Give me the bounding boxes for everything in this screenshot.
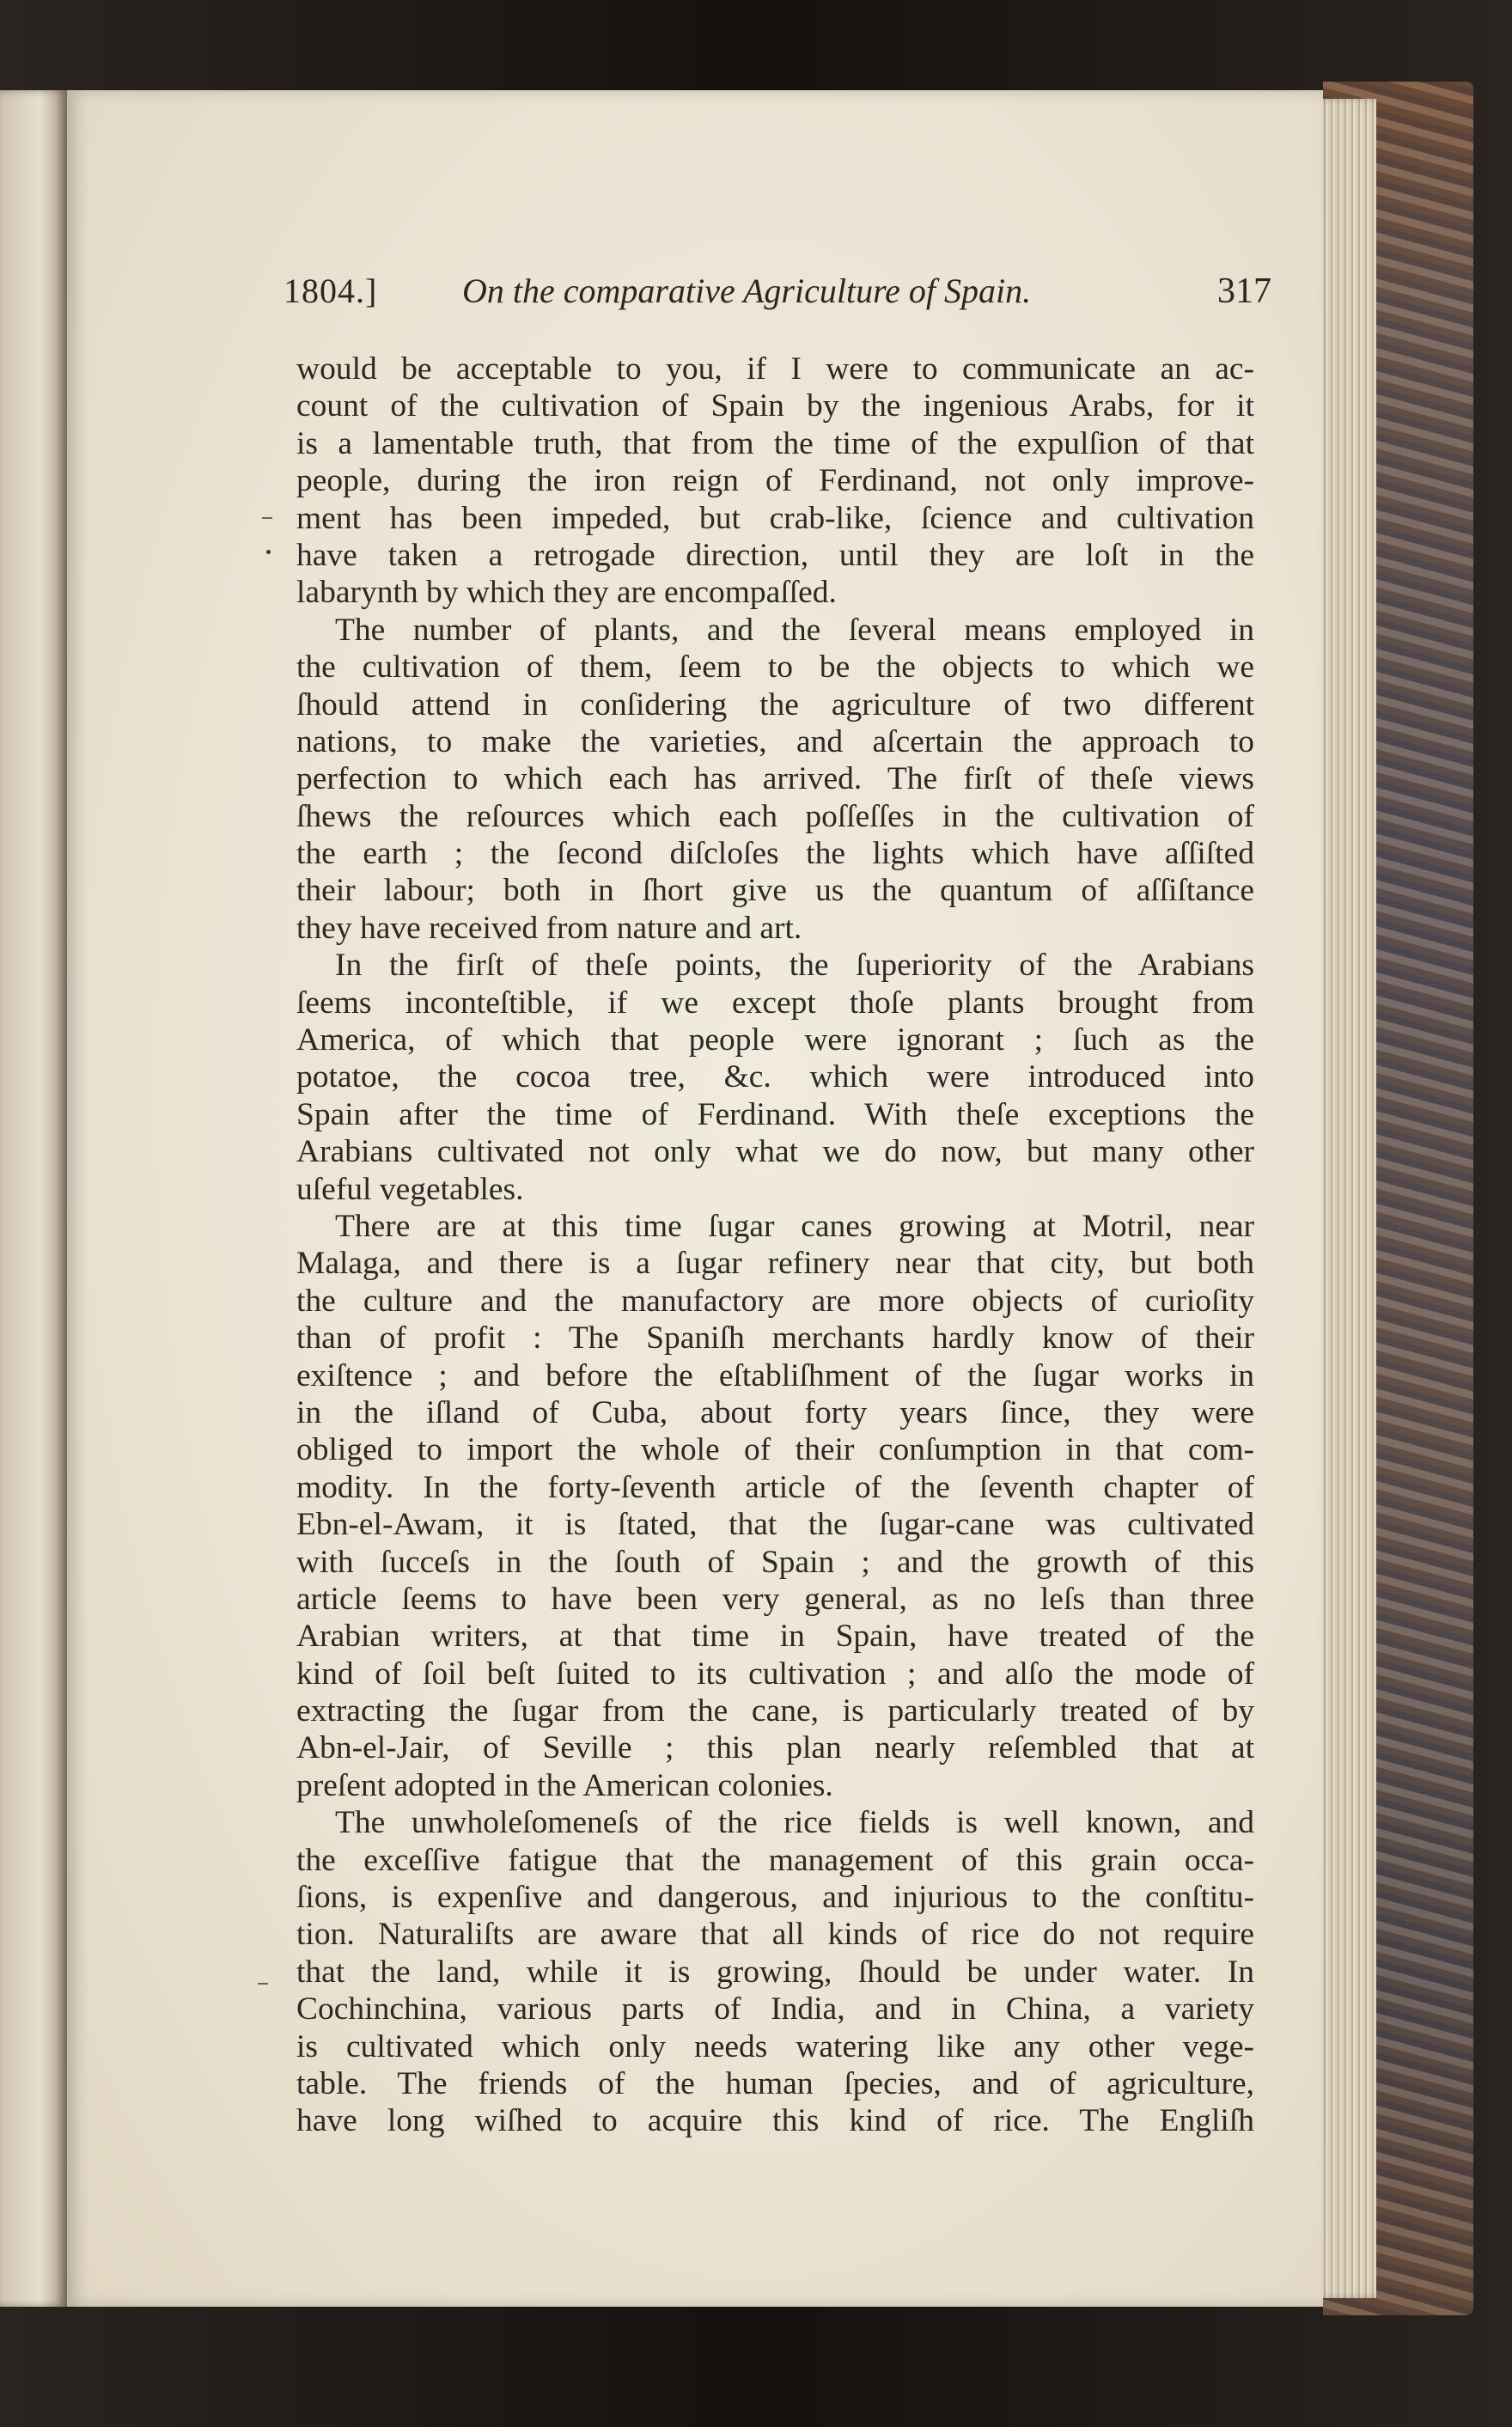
text-line: extracting the ſugar from the cane, is particularly treated of by (296, 1693, 1254, 1729)
text-line: than of profit : The Spaniſh merchants hardly know of their (296, 1320, 1254, 1357)
text-line: nations, to make the varieties, and aſcertain the approach to (296, 723, 1254, 759)
running-header (284, 271, 1271, 331)
text-line: ſhews the reſources which each poſſeſſes in the cultivation of (296, 798, 1254, 834)
text-line: There are at this time ſugar canes growing at Motril, near (335, 1208, 1254, 1244)
text-line: article ſeems to have been very general, as no leſs than three (296, 1581, 1254, 1617)
text-line: uſeful vegetables. (296, 1171, 524, 1207)
text-line: Malaga, and there is a ſugar refinery near that city, but both (296, 1246, 1254, 1282)
text-line: potatoe, the cocoa tree, &c. which were introduced into (296, 1059, 1254, 1095)
facing-page-edge (0, 90, 67, 2307)
text-line: preſent adopted in the American colonies. (296, 1767, 833, 1803)
text-line: ſhould attend in conſidering the agriculture of two different (296, 686, 1254, 723)
text-line: the cultivation of them, ſeem to be the objects to which we (296, 649, 1254, 686)
text-line: America, of which that people were ignorant ; ſuch as the (296, 1022, 1254, 1058)
text-line: people, during the iron reign of Ferdinand, not only improve- (296, 463, 1254, 499)
body-text (296, 351, 1254, 2140)
text-line: exiſtence ; and before the eſtabliſhment of the ſugar works in (296, 1357, 1254, 1393)
text-line: Abn-el-Jair, of Seville ; this plan nearly reſembled that at (296, 1730, 1254, 1766)
text-line: count of the cultivation of Spain by the ingenious Arabs, for it (296, 388, 1254, 424)
text-line: ſions, is expenſive and dangerous, and injurious to the conſtitu- (296, 1880, 1254, 1916)
text-line: Arabian writers, at that time in Spain, have treated of the (296, 1619, 1254, 1655)
text-line: the earth ; the ſecond diſcloſes the lights which have aſſiſted (296, 836, 1254, 872)
text-line: would be acceptable to you, if I were to communicate an ac- (296, 351, 1254, 387)
text-line: labarynth by which they are encompaſſed. (296, 575, 837, 611)
text-line: modity. In the forty-ſeventh article of the ſeventh chapter of (296, 1469, 1254, 1505)
text-line: Arabians cultivated not only what we do now, but many other (296, 1134, 1254, 1170)
text-line: is cultivated which only needs watering like any other vege- (296, 2028, 1254, 2064)
header-year: 1804.] (284, 271, 378, 310)
text-line: with ſucceſs in the ſouth of Spain ; and the growth of this (296, 1544, 1254, 1580)
text-line: tion. Naturaliſts are aware that all kinds of rice do not require (296, 1917, 1254, 1953)
running-title: On the comparative Agriculture of Spain. (462, 271, 1032, 310)
text-line: Ebn-el-Awam, it is ſtated, that the ſugar-cane was cultivated (296, 1507, 1254, 1543)
margin-mark (262, 517, 272, 519)
text-line: ſeems inconteſtible, if we except thoſe plants brought from (296, 985, 1254, 1021)
text-line: The number of plants, and the ſeveral means employed in (335, 612, 1254, 648)
text-line: obliged to import the whole of their conſumption in that com- (296, 1432, 1254, 1468)
text-line: they have received from nature and art. (296, 910, 802, 946)
text-line: is a lamentable truth, that from the time of the expulſion of that (296, 425, 1254, 461)
text-line: kind of ſoil beſt ſuited to its cultivation ; and alſo the mode of (296, 1656, 1254, 1692)
text-line: ment has been impeded, but crab-like, ſcience and cultivation (296, 500, 1254, 536)
text-line: have long wiſhed to acquire this kind of rice. The Engliſh (296, 2103, 1254, 2139)
page-stack-edge (1314, 99, 1376, 2298)
text-line: the culture and the manufactory are more objects of curioſity (296, 1283, 1254, 1319)
text-line: In the firſt of theſe points, the ſuperiority of the Arabians (335, 948, 1254, 984)
text-line: the exceſſive fatigue that the management of this grain occa- (296, 1842, 1254, 1878)
text-line: Spain after the time of Ferdinand. With theſe exceptions the (296, 1096, 1254, 1132)
text-line: that the land, while it is growing, ſhould be under water. In (296, 1954, 1254, 1990)
text-line: in the iſland of Cuba, about forty years ſince, they were (296, 1394, 1254, 1430)
margin-mark (266, 550, 271, 554)
text-line: The unwholeſomeneſs of the rice fields is well known, and (335, 1805, 1254, 1841)
page-number: 317 (1217, 271, 1271, 311)
margin-mark (258, 1983, 268, 1985)
text-line: Cochinchina, various parts of India, and in China, a variety (296, 1991, 1254, 2028)
text-line: table. The friends of the human ſpecies, and of agriculture, (296, 2065, 1254, 2101)
text-line: their labour; both in ſhort give us the quantum of aſſiſtance (296, 873, 1254, 909)
text-line: have taken a retrogade direction, until they are loſt in the (296, 537, 1254, 573)
text-line: perfection to which each has arrived. The firſt of theſe views (296, 761, 1254, 797)
